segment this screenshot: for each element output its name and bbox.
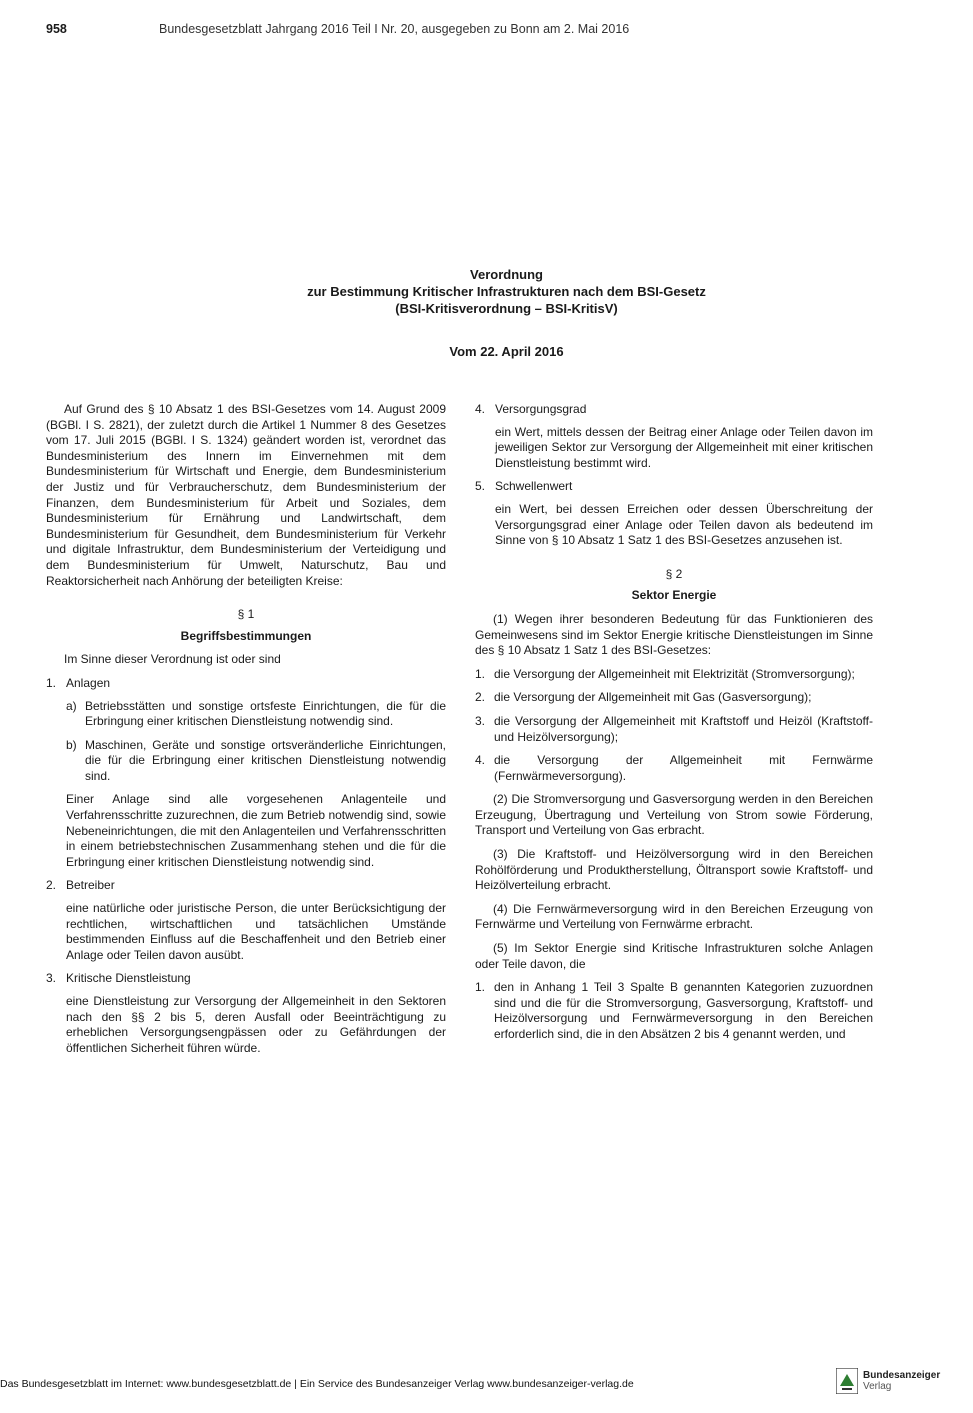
definition-text: eine Dienstleistung zur Versorgung der Allgemeinheit in den Sektoren nach den §§ 2 bis 5, deren Ausfall oder Beeinträchtigung zu erheblichen Versorgungsengpässen oder zu Gefährdungen der öffentlichen Sicherheit führen würde. <box>66 994 446 1055</box>
page-number: 958 <box>46 22 67 36</box>
sub-item <box>46 738 446 785</box>
sub-item-text: Betriebsstätten und sonstige ortsfeste Einrichtungen, die für die Erbringung einer kritischen Dienstleistung notwendig sind. <box>85 698 446 729</box>
list-item-text: die Versorgung der Allgemeinheit mit Gas (Gasversorgung); <box>494 690 812 705</box>
definition-item <box>46 676 446 871</box>
running-header: Bundesgesetzblatt Jahrgang 2016 Teil I Nr. 20, ausgegeben zu Bonn am 2. Mai 2016 <box>159 22 630 36</box>
ordinance-title: Verordnung <box>470 267 543 282</box>
definition-text: Einer Anlage sind alle vorgesehenen Anlagenteile und Verfahrensschritte zuzurechnen, die zum Betrieb notwendig sind, sowie Nebeneinrichtungen, die mit den Anlagenteilen und Verfahrensschritten in einem betriebstechnischen Zusammenhang stehen und die für die Erbringung einer kritischen Dienstleistung notwendig sind. <box>66 792 446 869</box>
definition-item <box>46 971 446 1056</box>
section-number: § 1 <box>237 607 255 622</box>
ordinance-subtitle: zur Bestimmung Kritischer Infrastrukturen nach dem BSI-Gesetz <box>307 284 706 299</box>
definition-term: Versorgungsgrad <box>495 402 587 416</box>
paragraph: (2) Die Stromversorgung und Gasversorgung werden in den Bereichen Erzeugung, Übertragung und Verteilung von Strom sowie Förderung, Transport und Verteilung von Gas erbracht. <box>475 792 873 838</box>
definition-text: ein Wert, bei dessen Erreichen oder dessen Überschreitung der Versorgungsgrad einer Anlage oder Teilen davon als bedeutend im Sinne von § 10 Absatz 1 Satz 1 des BSI-Gesetzes anzusehen ist. <box>495 501 873 548</box>
logo-line: Bundesanzeiger <box>863 1370 941 1381</box>
item-number: 1. <box>475 666 486 681</box>
definition-item <box>475 479 873 548</box>
publisher-logo-icon <box>836 1368 858 1394</box>
item-number: 5. <box>475 479 486 494</box>
definition-term: Anlagen <box>66 675 111 690</box>
item-number: 2. <box>475 690 486 705</box>
sub-item-text: Maschinen, Geräte und sonstige ortsveränderliche Einrichtungen, die für die Erbringung einer kritischen Dienstleistung notwendig sind. <box>85 737 446 783</box>
logo-line: Verlag <box>863 1381 892 1392</box>
item-number: 1. <box>46 675 57 690</box>
list-item-text: den in Anhang 1 Teil 3 Spalte B genannten Kategorien zuzuordnen sind und die für die Stromversorgung, Gasversorgung, Kraftstoff- und Heizölversorgung und Fernwärmeversorgung in den Bereichen erforderlich sind, die in den Absätzen 2 bis 4 genannt werden, und <box>494 980 873 1041</box>
item-number: 4. <box>475 402 486 416</box>
list-item <box>475 690 873 706</box>
item-number: 3. <box>475 713 486 728</box>
ordinance-short-title: (BSI-Kritisverordnung – BSI-KritisV) <box>395 301 618 316</box>
title-block <box>120 266 893 359</box>
section-heading: Sektor Energie <box>631 588 717 603</box>
list-item <box>475 980 873 1042</box>
definition-item <box>46 878 446 963</box>
list-item <box>475 753 873 784</box>
item-number: 2. <box>46 878 57 893</box>
definition-term: Betreiber <box>66 878 115 893</box>
definition-term: Kritische Dienstleistung <box>66 971 191 986</box>
paragraph: (3) Die Kraftstoff- und Heizölversorgung wird in den Bereichen Rohölförderung und Produktherstellung, Öltransport sowie Kraftstoff- und Heizölverteilung erbracht. <box>475 847 873 893</box>
item-number: 1. <box>475 980 486 995</box>
publisher-logo <box>836 1368 940 1394</box>
sub-item-label: b) <box>66 737 77 752</box>
paragraph: (4) Die Fernwärmeversorgung wird in den Bereichen Erzeugung von Fernwärme und Verteilung von Fernwärme erbracht. <box>475 901 873 932</box>
preamble: Auf Grund des § 10 Absatz 1 des BSI-Gesetzes vom 14. August 2009 (BGBl. I S. 2821), der zuletzt durch die Artikel 1 Nummer 8 des Gesetzes vom 17. Juli 2015 (BGBl. I S. 1324) geändert worden ist, verordnet das Bundesministerium des Innern im Einvernehmen mit dem Bundesministerium für Wirtschaft und Energie, dem Bundesministerium der Justiz und für Verbraucherschutz, dem Bundesministerium der Finanzen, dem Bundesministerium für Arbeit und Soziales, dem Bundesministerium für Ernährung und Landwirtschaft, dem Bundesministerium für Gesundheit, dem Bundesministerium für Verkehr und digitale Infrastruktur, dem Bundesministerium der Verteidigung und dem Bundesministerium für Umwelt, Naturschutz, Bau und Reaktorsicherheit nach Anhörung der beteiligten Kreise: <box>46 402 446 588</box>
list-item <box>475 667 873 683</box>
section-number: § 2 <box>665 566 683 581</box>
sub-item <box>46 699 446 730</box>
left-column <box>46 402 446 1056</box>
list-item-text: die Versorgung der Allgemeinheit mit Fernwärme (Fernwärmeversorgung). <box>494 753 873 783</box>
right-column <box>475 402 873 1051</box>
section-heading: Begriffsbestimmungen <box>180 628 312 643</box>
definition-term: Schwellenwert <box>495 479 573 494</box>
item-number: 4. <box>475 753 486 768</box>
list-item-text: die Versorgung der Allgemeinheit mit Elektrizität (Stromversorgung); <box>494 666 855 681</box>
list-item-text: die Versorgung der Allgemeinheit mit Kraftstoff und Heizöl (Kraftstoff- und Heizölversorgung); <box>494 713 873 744</box>
definition-text: ein Wert, mittels dessen der Beitrag einer Anlage oder Teilen davon im jeweiligen Sektor zur Versorgung der Allgemeinheit mit einer kritischen Dienstleistung bestimmt wird. <box>495 424 873 470</box>
section-intro: Im Sinne dieser Verordnung ist oder sind <box>64 652 281 667</box>
sub-item-label: a) <box>66 698 77 713</box>
item-number: 3. <box>46 971 57 986</box>
paragraph: (1) Wegen ihrer besonderen Bedeutung für das Funktionieren des Gemeinwesens sind im Sektor Energie kritische Dienstleistungen im Sinne des § 10 Absatz 1 Satz 1 des BSI-Gesetzes: <box>475 611 873 658</box>
list-item <box>475 714 873 745</box>
definition-text: eine natürliche oder juristische Person, die unter Berücksichtigung der rechtlichen, wirtschaftlichen und tatsächlichen Umstände bestimmenden Einfluss auf die Beschaffenheit und den Betrieb einer Anlage oder Teilen davon ausübt. <box>66 901 446 962</box>
footer-text: Das Bundesgesetzblatt im Internet: www.bundesgesetzblatt.de | Ein Service des Bundesanzeiger Verlag www.bundesanzeiger-verlag.de <box>0 1378 634 1390</box>
paragraph: (5) Im Sektor Energie sind Kritische Infrastrukturen solche Anlagen oder Teile davon, die <box>475 941 873 971</box>
definition-item <box>475 402 873 471</box>
ordinance-date: Vom 22. April 2016 <box>449 344 564 359</box>
